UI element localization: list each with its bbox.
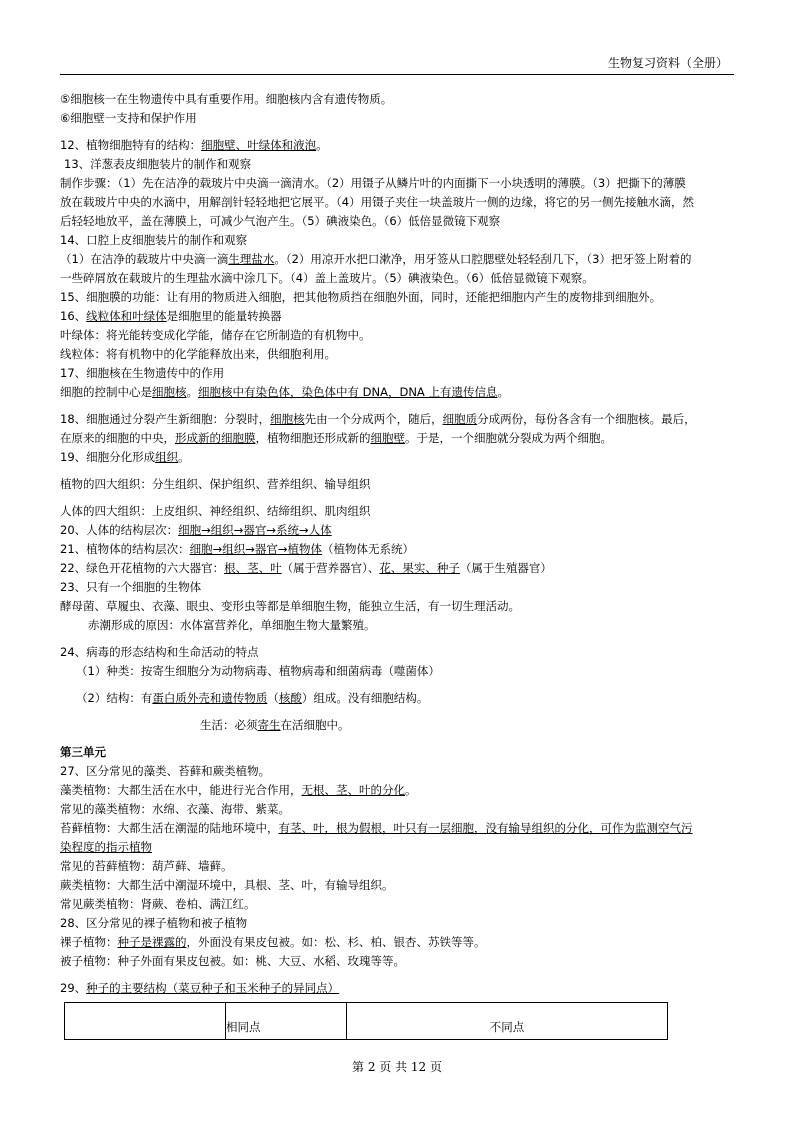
text-line xyxy=(60,933,736,952)
text-span: 苔藓植物：大都生活在潮湿的陆地环境中， xyxy=(60,821,279,835)
page-header xyxy=(60,56,734,75)
text-line xyxy=(60,429,736,448)
underlined-text: 形成新的细胞膜 xyxy=(175,431,256,445)
text-span: 细胞的控制中心是 xyxy=(60,385,152,399)
underlined-text: 种子的主要结构（菜豆种子和玉米种子的异同点） xyxy=(86,981,340,995)
text-span: 29、 xyxy=(60,981,87,995)
text-line xyxy=(60,540,736,559)
text-line: 制作步骤：（1）先在洁净的载玻片中央滴一滴清水。（2）用镊子从鳞片叶的内面撕下一小块透明的薄膜。（3）把撕下的薄膜 xyxy=(60,176,686,190)
text-line: 17、细胞核在生物遗传中的作用 xyxy=(60,366,225,380)
comparison-table xyxy=(64,1002,668,1040)
text-span: 在原来的细胞的中央， xyxy=(60,431,175,445)
text-line: 27、区分常见的藻类、苔藓和蕨类植物。 xyxy=(60,764,271,778)
text-span: 22、绿色开花植物的六大器官： xyxy=(60,561,225,575)
text-line xyxy=(60,521,736,540)
text-span: 。 xyxy=(405,783,417,797)
text-span: 。 xyxy=(316,138,328,152)
underlined-text: 核酸 xyxy=(278,691,302,705)
underlined-text: 寄生 xyxy=(257,718,281,732)
text-span: ，植物细胞还形成新的 xyxy=(255,431,371,445)
underlined-text: 细胞→组织→器官→系统→人体 xyxy=(178,523,332,537)
underlined-text: 种子是裸露的 xyxy=(117,935,187,949)
text-span: （属于生殖器官） xyxy=(459,561,552,575)
text-span: ，外面没有果皮包被。如：松、杉、柏、银杏、苏铁等等。 xyxy=(186,935,486,949)
text-line: 常见的苔藓植物：葫芦藓、墙藓。 xyxy=(60,859,233,873)
text-line xyxy=(60,819,736,838)
text-span: 。（2）用凉开水把口漱净，用牙签从口腔腮壁处轻轻刮几下，（3）把牙签上附着的 xyxy=(274,252,692,266)
text-span: 。 xyxy=(497,385,509,399)
underlined-text: 染程度的指示植物 xyxy=(60,840,152,854)
text-line xyxy=(60,448,736,467)
underlined-text: 细胞核 xyxy=(152,385,187,399)
text-line xyxy=(60,689,736,708)
text-line: 14、口腔上皮细胞装片的制作和观察 xyxy=(60,233,248,247)
text-line: 线粒体：将有机物中的化学能释放出来，供细胞利用。 xyxy=(60,347,336,361)
text-span: 20、人体的结构层次： xyxy=(60,523,179,537)
text-line: （1）种类：按寄生细胞分为动物病毒、植物病毒和细菌病毒（噬菌体） xyxy=(76,664,440,678)
text-line: 后轻轻地放平，盖在薄膜上，可减少气泡产生。（5）碘液染色。（6）低倍显微镜下观察 xyxy=(60,214,501,228)
text-line: 15、细胞膜的功能：让有用的物质进入细胞，把其他物质挡在细胞外面，同时，还能把细胞内产生的废物排到细胞外。 xyxy=(60,290,662,304)
text-line: 赤潮形成的原因：水体富营养化，单细胞生物大量繁殖。 xyxy=(88,618,376,632)
text-span: （属于营养器官）、 xyxy=(281,561,380,575)
text-span: 18、细胞通过分裂产生新细胞：分裂时， xyxy=(60,412,271,426)
text-line: 24、病毒的形态结构和生命活动的特点 xyxy=(60,645,259,659)
text-line xyxy=(60,559,736,578)
text-line: 28、区分常见的裸子植物和被子植物 xyxy=(60,916,248,930)
underlined-text: 线粒体和叶绿体 xyxy=(86,309,167,323)
text-line: 常见蕨类植物：肾蕨、卷柏、满江红。 xyxy=(60,897,256,911)
text-line: ⑥细胞壁一支持和保护作用 xyxy=(60,111,197,125)
text-span: 裸子植物： xyxy=(60,935,118,949)
underlined-text: 细胞壁、叶绿体和液泡 xyxy=(201,138,317,152)
table-row xyxy=(65,1003,668,1040)
text-span: 分成两份，每份各含有一个细胞核。最后， xyxy=(477,412,696,426)
text-span: 。于是，一个细胞就分裂成为两个细胞。 xyxy=(405,431,612,445)
text-line xyxy=(60,979,736,998)
underlined-text: 有茎、叶，根为假根，叶只有一层细胞，没有输导组织的分化，可作为监测空气污 xyxy=(278,821,693,835)
text-span: 藻类植物：大都生活在水中，能进行光合作用， xyxy=(60,783,302,797)
text-span: （2）结构：有 xyxy=(76,691,153,705)
underlined-text: 细胞→组织→器官→植物体 xyxy=(189,542,323,556)
text-line: 一些碎屑放在载玻片的生理盐水滴中涂几下。（4）盖上盖玻片。（5）碘液染色。（6）低倍显微镜下观察。 xyxy=(60,271,594,285)
text-line: 23、只有一个细胞的生物体 xyxy=(60,580,202,594)
text-span: 。 xyxy=(178,450,190,464)
underlined-text: 无根、茎、叶的分化 xyxy=(301,783,405,797)
text-span: 16、 xyxy=(60,309,87,323)
underlined-text: 根、茎、叶 xyxy=(224,561,282,575)
text-line xyxy=(60,307,736,326)
text-line: 酵母菌、草履虫、衣藻、眼虫、变形虫等都是单细胞生物，能独立生活，有一切生理活动。 xyxy=(60,599,520,613)
document-body xyxy=(60,90,736,1040)
text-span: 先由一个分成两个，随后， xyxy=(304,412,443,426)
text-span: （ xyxy=(267,691,279,705)
underlined-text: 组织 xyxy=(155,450,179,464)
text-span: 在活细胞中。 xyxy=(280,718,350,732)
text-line: 常见的藻类植物：水绵、衣藻、海带、紫菜。 xyxy=(60,802,290,816)
text-span: ）组成。没有细胞结构。 xyxy=(301,691,429,705)
table-header-same: 相同点 xyxy=(226,1003,347,1040)
underlined-text: 蛋白质外壳和遗传物质 xyxy=(152,691,268,705)
text-span: （1）在洁净的载玻片中央滴一滴 xyxy=(60,252,229,266)
underlined-text: 细胞核中有染色体，染色体中有 DNA，DNA 上有遗传信息 xyxy=(198,385,498,399)
text-line: ⑤细胞核一在生物遗传中具有重要作用。细胞核内含有遗传物质。 xyxy=(60,92,393,106)
underlined-text: 细胞质 xyxy=(442,412,478,426)
text-line xyxy=(60,410,736,429)
text-line: 被子植物：种子外面有果皮包被。如：桃、大豆、水稻、玫瑰等等。 xyxy=(60,954,405,968)
text-line xyxy=(60,383,736,402)
text-span: 19、细胞分化形成 xyxy=(60,450,156,464)
text-line xyxy=(60,136,736,155)
section-heading: 第三单元 xyxy=(60,745,106,759)
underlined-text: 生理盐水 xyxy=(228,252,275,266)
text-line xyxy=(60,250,736,269)
text-line: 蕨类植物：大都生活中潮湿环境中，具根、茎、叶，有输导组织。 xyxy=(60,878,394,892)
page-footer: 第 2 页 共 12 页 xyxy=(352,1060,442,1074)
text-line: 植物的四大组织：分生组织、保护组织、营养组织、输导组织 xyxy=(60,477,371,491)
table-cell-blank xyxy=(65,1003,226,1040)
text-line: 人体的四大组织：上皮组织、神经组织、结缔组织、肌肉组织 xyxy=(60,504,371,518)
text-span: （植物体无系统） xyxy=(322,542,415,556)
text-span: 21、植物体的结构层次： xyxy=(60,542,190,556)
text-span: 生活：必须 xyxy=(200,718,258,732)
text-line: 13、洋葱表皮细胞装片的制作和观察 xyxy=(64,157,252,171)
underlined-text: 花、果实、种子 xyxy=(379,561,460,575)
text-line: 放在载玻片中央的水滴中，用解剖针轻轻地把它展平。（4）用镊子夹住一块盖玻片一侧的边缘，将它的另一侧先接触水滴，然 xyxy=(60,195,695,209)
text-line: 叶绿体：将光能转变成化学能，储存在它所制造的有机物中。 xyxy=(60,328,371,342)
text-span: 。 xyxy=(186,385,198,399)
text-line xyxy=(60,716,736,735)
text-span: 是细胞里的能量转换器 xyxy=(166,309,282,323)
text-span: 12、植物细胞特有的结构： xyxy=(60,138,202,152)
underlined-text: 细胞核 xyxy=(270,412,305,426)
text-line xyxy=(60,781,736,800)
table-header-different: 不同点 xyxy=(347,1003,668,1040)
header-title: 生物复习资料（全册） xyxy=(607,56,728,70)
underlined-text: 细胞壁 xyxy=(370,431,405,445)
